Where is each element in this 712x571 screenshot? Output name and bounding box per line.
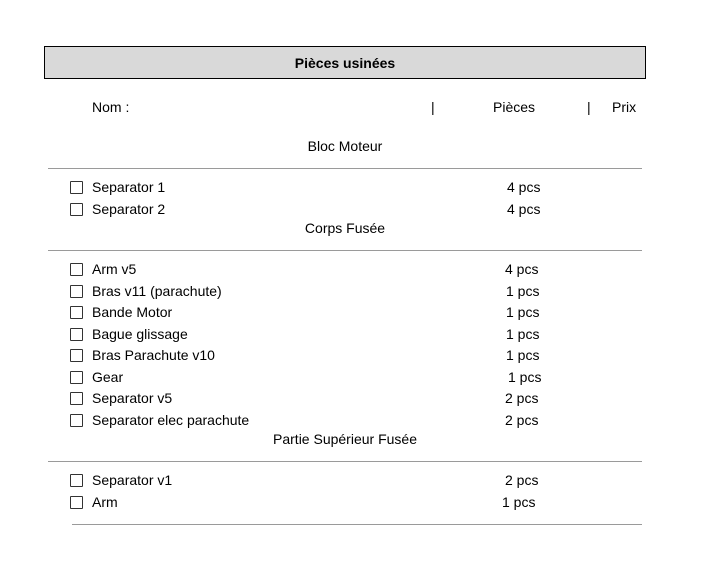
document-title <box>44 46 646 79</box>
list-item <box>70 412 590 430</box>
item-checkbox[interactable] <box>70 285 83 298</box>
section-divider <box>48 250 642 251</box>
item-checkbox[interactable] <box>70 414 83 427</box>
item-checkbox[interactable] <box>70 203 83 216</box>
list-item <box>70 261 590 279</box>
header-pieces-label: Pièces <box>493 99 536 115</box>
item-checkbox[interactable] <box>70 349 83 362</box>
item-name: Arm v5 <box>92 261 137 277</box>
list-item <box>70 494 590 512</box>
list-item <box>70 472 590 490</box>
item-checkbox[interactable] <box>70 392 83 405</box>
item-name: Bras v11 (parachute) <box>92 283 222 299</box>
item-checkbox[interactable] <box>70 181 83 194</box>
item-quantity: 1 pcs <box>506 304 540 320</box>
list-item <box>70 369 590 387</box>
item-name: Separator 2 <box>92 201 166 217</box>
list-item <box>70 201 590 219</box>
item-name: Bande Motor <box>92 304 173 320</box>
item-quantity: 1 pcs <box>506 326 540 342</box>
header-name-label: Nom : <box>92 99 130 115</box>
list-item <box>70 283 590 301</box>
item-checkbox[interactable] <box>70 263 83 276</box>
section-divider <box>48 168 642 169</box>
item-name: Separator v1 <box>92 472 173 488</box>
item-name: Arm <box>92 494 118 510</box>
item-checkbox[interactable] <box>70 496 83 509</box>
section-title-corps-fusee: Corps Fusée <box>304 220 386 236</box>
item-quantity: 4 pcs <box>507 179 541 195</box>
item-checkbox[interactable] <box>70 474 83 487</box>
item-quantity: 4 pcs <box>507 201 541 217</box>
list-item <box>70 304 590 322</box>
item-quantity: 1 pcs <box>502 494 536 510</box>
header-separator: | <box>587 99 591 115</box>
item-quantity: 1 pcs <box>506 283 540 299</box>
header-separator: | <box>431 99 435 115</box>
item-name: Separator 1 <box>92 179 166 195</box>
item-name: Bras Parachute v10 <box>92 347 215 363</box>
item-name: Gear <box>92 369 124 385</box>
item-quantity: 2 pcs <box>505 472 539 488</box>
section-divider <box>48 461 642 462</box>
item-name: Bague glissage <box>92 326 188 342</box>
list-item <box>70 326 590 344</box>
section-title-partie-superieur-fusee: Partie Supérieur Fusée <box>273 431 417 447</box>
list-item <box>70 347 590 365</box>
item-name: Separator elec parachute <box>92 412 250 428</box>
item-quantity: 1 pcs <box>506 347 540 363</box>
item-quantity: 1 pcs <box>508 369 542 385</box>
item-checkbox[interactable] <box>70 371 83 384</box>
list-item <box>70 179 590 197</box>
item-checkbox[interactable] <box>70 306 83 319</box>
item-name: Separator v5 <box>92 390 173 406</box>
bottom-divider <box>72 524 642 525</box>
item-checkbox[interactable] <box>70 328 83 341</box>
section-title-bloc-moteur: Bloc Moteur <box>307 138 383 154</box>
item-quantity: 4 pcs <box>505 261 539 277</box>
list-item <box>70 390 590 408</box>
header-price-label: Prix <box>612 99 637 115</box>
document-title-text: Pièces usinées <box>294 54 396 71</box>
item-quantity: 2 pcs <box>505 412 539 428</box>
item-quantity: 2 pcs <box>505 390 539 406</box>
